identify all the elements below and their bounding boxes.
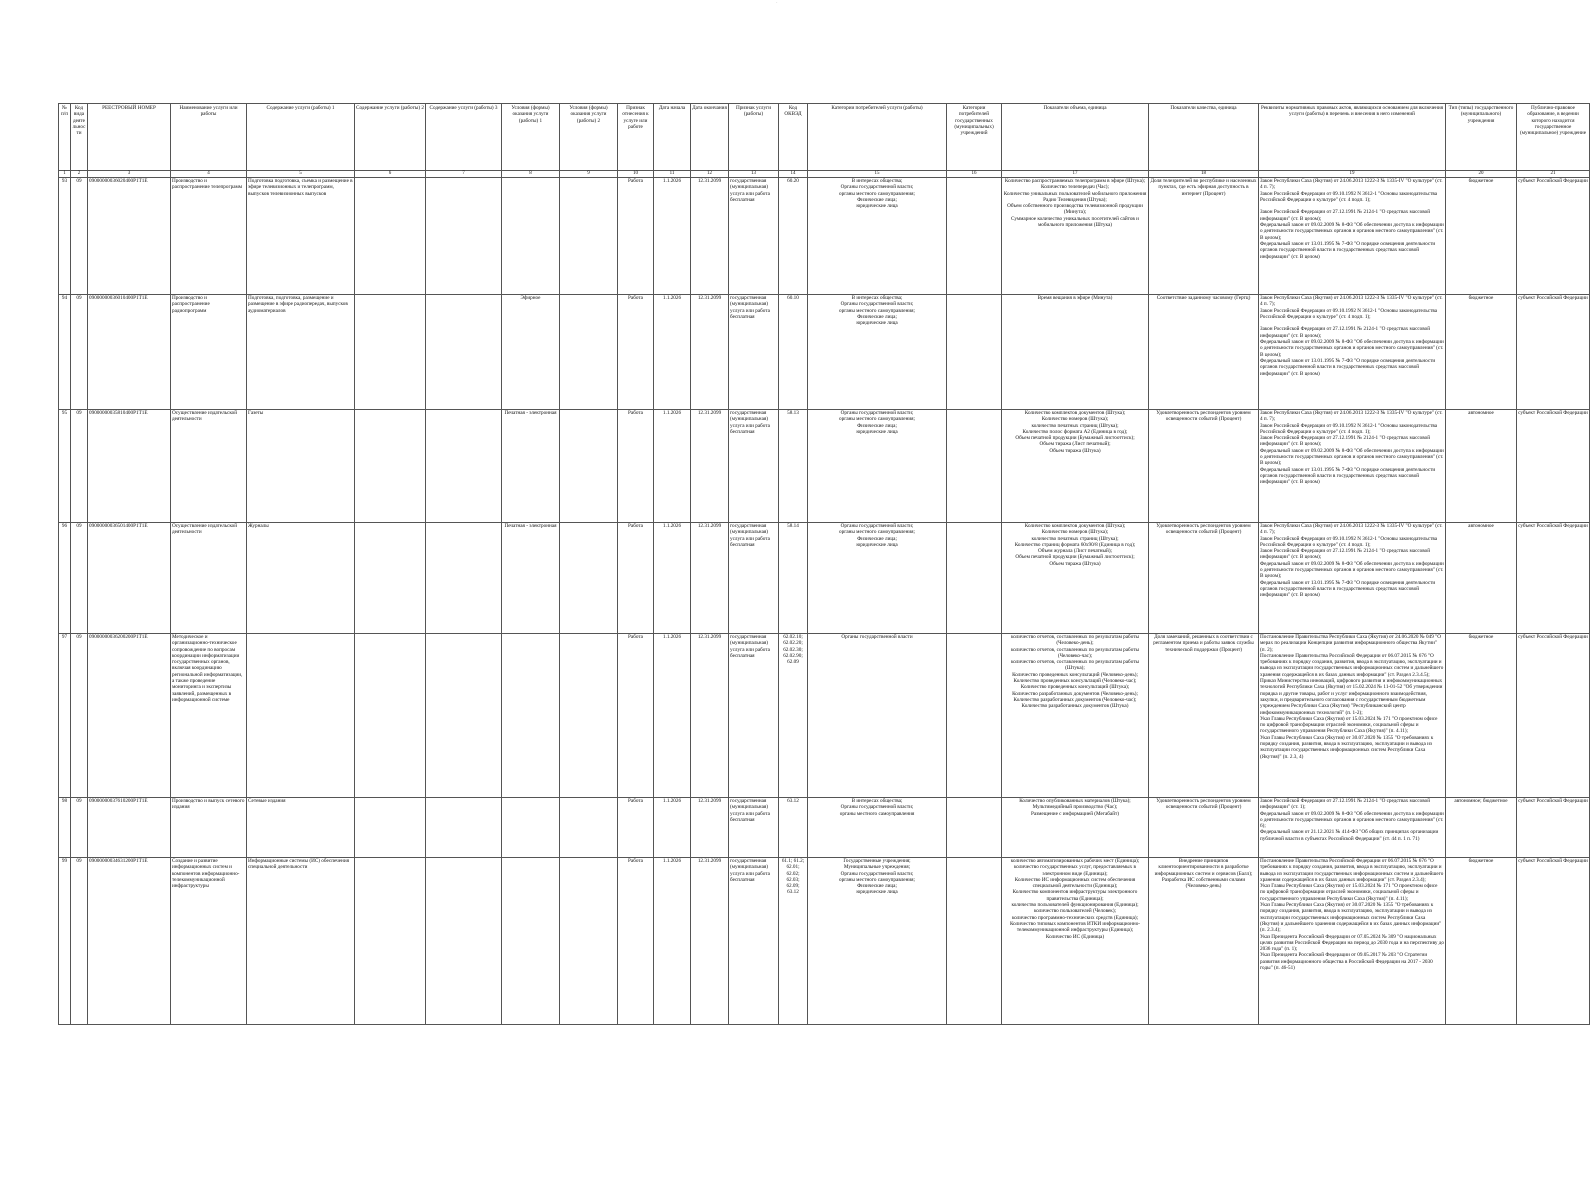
column-number: 11 bbox=[654, 171, 691, 178]
consumer-categories-cell: В интересах общества; Органы государственной власти; органы местного самоуправления; Физические лица; юридические лица bbox=[808, 178, 947, 295]
date-start-cell: 1.1.2026 bbox=[654, 634, 691, 798]
institution-consumer-categories-cell bbox=[947, 798, 1002, 858]
volume-indicators-cell: Время вещания в эфире (Минута) bbox=[1002, 295, 1149, 410]
service-name-cell: Осуществление издательской деятельности bbox=[171, 523, 247, 634]
consumer-categories-cell: Государственные учреждения; Муниципальные учреждения; Органы государственной власти; органы местного самоуправления; Физические лица; юридические лица bbox=[808, 858, 947, 1025]
column-header: Код вида деятельности bbox=[71, 104, 88, 171]
activity-code-cell: 09 bbox=[71, 295, 88, 410]
date-end-cell: 12.31.2099 bbox=[691, 634, 729, 798]
institution-consumer-categories-cell bbox=[947, 523, 1002, 634]
quality-indicators-cell: Соответствие заданному часовому (Гертц) bbox=[1149, 295, 1259, 410]
row-number-cell: 97 bbox=[59, 634, 71, 798]
service-type-cell: государственная (муниципальная) услуга или работа бесплатная bbox=[729, 798, 779, 858]
consumer-categories-cell: Органы государственной власти; органы местного самоуправления; Физические лица; юридические лица bbox=[808, 410, 947, 523]
institution-type-cell: автономное bbox=[1446, 410, 1517, 523]
condition-2-cell bbox=[560, 858, 618, 1025]
table-row bbox=[59, 178, 1590, 295]
content-2-cell bbox=[355, 798, 426, 858]
content-3-cell bbox=[426, 858, 502, 1025]
okved-code-cell: 58.13 bbox=[779, 410, 808, 523]
volume-indicators-cell: Количество комплектов документов (Штука); Количество номеров (Штука); количество печатных страниц (Штука); Количество полос формата А2 (Единица в год); Объем печатной продукции (Бумажный листооттиск); Объем тиража (Лист печатный); Объем тиража (Штука) bbox=[1002, 410, 1149, 523]
column-header: Содержание услуги (работы) 3 bbox=[426, 104, 502, 171]
column-header: Реквизиты нормативных правовых актов, являющихся основанием для включения услуги (работы) в перечень и внесения в него изменений bbox=[1259, 104, 1446, 171]
column-number: 15 bbox=[808, 171, 947, 178]
service-name-cell: Производство и выпуск сетевого издания bbox=[171, 798, 247, 858]
page-mark: · bbox=[776, 1, 778, 6]
column-number-row bbox=[59, 171, 1590, 178]
column-number: 21 bbox=[1517, 171, 1590, 178]
column-number: 10 bbox=[618, 171, 654, 178]
date-end-cell: 12.31.2099 bbox=[691, 295, 729, 410]
column-number: 18 bbox=[1149, 171, 1259, 178]
quality-indicators-cell: Удовлетворенность респондентов уровнем освещенности событий (Процент) bbox=[1149, 523, 1259, 634]
consumer-categories-cell: В интересах общества; Органы государственной власти; органы местного самоуправления; Физические лица; юридические лица bbox=[808, 295, 947, 410]
column-number: 12 bbox=[691, 171, 729, 178]
row-number-cell: 95 bbox=[59, 410, 71, 523]
service-or-work-sign-cell: Работа bbox=[618, 858, 654, 1025]
registry-number-cell: 09000000037610200P1T1E bbox=[88, 798, 171, 858]
column-header: Категории потребителей услуги (работы) bbox=[808, 104, 947, 171]
condition-1-cell bbox=[502, 634, 560, 798]
column-header: Условия (формы) оказания услуги (работы) 2 bbox=[560, 104, 618, 171]
volume-indicators-cell: количество отчетов, составленных по результатам работы (Человеко-день); количество отчетов, составленных по результатам работы (Человеко-час); количество отчетов, составленных по результатам работы (Штука); Количество проведенных консультаций (Человеко-день); Количество проведенных консультаций (Человеко-час); Количество проведенных консультаций (Штука); Количество разработанных документов (Человеко-день); Количество разработанных документов (Человеко-час); Количество разработанных документов (Штука) bbox=[1002, 634, 1149, 798]
column-number: 2 bbox=[71, 171, 88, 178]
registry-number-cell: 09000000036501400P1T1E bbox=[88, 523, 171, 634]
row-number-cell: 93 bbox=[59, 178, 71, 295]
content-2-cell bbox=[355, 410, 426, 523]
content-1-cell: Подготовка, подготовка, размещение и размещение в эфире радиопередач, выпусков аудиоматериалов bbox=[247, 295, 355, 410]
content-3-cell bbox=[426, 798, 502, 858]
column-header: Условия (формы) оказания услуги (работы) 1 bbox=[502, 104, 560, 171]
row-number-cell: 98 bbox=[59, 798, 71, 858]
content-3-cell bbox=[426, 178, 502, 295]
quality-indicators-cell: Внедрение принципов клиентоориентированности в разработке информационных систем и сервисов (Балл); Разработка ИС собственными силами (Человеко-день) bbox=[1149, 858, 1259, 1025]
okved-code-cell: 62.02.10; 62.02.20; 62.02.30; 62.02.90; 62.09 bbox=[779, 634, 808, 798]
condition-1-cell: Эфирное bbox=[502, 295, 560, 410]
column-header: Содержание услуги (работы) 2 bbox=[355, 104, 426, 171]
column-number: 19 bbox=[1259, 171, 1446, 178]
column-header: Публично-правовое образование, в ведении которого находится государственное (муниципальное) учреждение bbox=[1517, 104, 1590, 171]
institution-type-cell: бюджетное bbox=[1446, 295, 1517, 410]
column-header: Признак отнесения к услуге или работе bbox=[618, 104, 654, 171]
legal-acts-cell: Закон Республики Саха (Якутия) от 24.06.2013 1222-З № 1335-IV "О культуре" (ст. 4 п. 7); Закон Российской Федерации от 09.10.1992 N 3612-1 "Основы законодательства Российской Федерации о культуре" (ст. 4 подп. 1); Закон Российской Федерации от 27.12.1991 № 2124-1 "О средствах массовой информации" (ст. В целом); Федеральный закон от 09.02.2009 № 8-ФЗ "Об обеспечении доступа к информации о деятельности государственных органов и органов местного самоуправления" (ст. В целом); Федеральный закон от 13.01.1995 № 7-ФЗ "О порядке освещения деятельности органов государственной власти в государственных средствах массовой информации" (ст. В целом) bbox=[1259, 523, 1446, 634]
institution-type-cell: автономное bbox=[1446, 523, 1517, 634]
content-2-cell bbox=[355, 858, 426, 1025]
consumer-categories-cell: Органы государственной власти bbox=[808, 634, 947, 798]
table-row bbox=[59, 798, 1590, 858]
condition-2-cell bbox=[560, 798, 618, 858]
table-row bbox=[59, 295, 1590, 410]
institution-consumer-categories-cell bbox=[947, 858, 1002, 1025]
date-start-cell: 1.1.2026 bbox=[654, 295, 691, 410]
registry-number-cell: 09000000036020400P1T1E bbox=[88, 178, 171, 295]
service-type-cell: государственная (муниципальная) услуга или работа бесплатная bbox=[729, 178, 779, 295]
condition-1-cell bbox=[502, 798, 560, 858]
service-type-cell: государственная (муниципальная) услуга или работа бесплатная bbox=[729, 634, 779, 798]
table-row bbox=[59, 410, 1590, 523]
service-or-work-sign-cell: Работа bbox=[618, 798, 654, 858]
condition-2-cell bbox=[560, 523, 618, 634]
service-name-cell: Производство и распространение радиопрограмм bbox=[171, 295, 247, 410]
public-entity-cell: субъект Российской Федерации bbox=[1517, 295, 1590, 410]
quality-indicators-cell: Доля замечаний, решенных в соответствии с регламентом приема и работы заявок службы технической поддержки (Процент) bbox=[1149, 634, 1259, 798]
volume-indicators-cell: количество автоматизированных рабочих мест (Единица); количество государственных услуг, предоставляемых в электронном виде (Единица); Количество ИС информационных систем обеспечения специальной деятельности (Единица); Количество компонентов инфраструктуры электронного правительства (Единица); количество пользователей функционирования (Единица); количество пользователей (Человек); количество программно-технических средств (Единица); Количество типовых компонентов ИТКИ информационно-телекоммуникационной инфраструктуры (Единица); Количество ИС (Единица) bbox=[1002, 858, 1149, 1025]
quality-indicators-cell: Удовлетворенность респондентов уровнем освещенности событий (Процент) bbox=[1149, 798, 1259, 858]
condition-2-cell bbox=[560, 295, 618, 410]
activity-code-cell: 09 bbox=[71, 410, 88, 523]
row-number-cell: 99 bbox=[59, 858, 71, 1025]
registry-number-cell: 09000000036010400P1T1E bbox=[88, 295, 171, 410]
institution-consumer-categories-cell bbox=[947, 295, 1002, 410]
column-header: Дата окончания bbox=[691, 104, 729, 171]
public-entity-cell: субъект Российской Федерации bbox=[1517, 523, 1590, 634]
date-start-cell: 1.1.2026 bbox=[654, 858, 691, 1025]
institution-consumer-categories-cell bbox=[947, 178, 1002, 295]
column-header: Категории потребителей государственных (муниципальных) учреждений bbox=[947, 104, 1002, 171]
content-3-cell bbox=[426, 634, 502, 798]
service-or-work-sign-cell: Работа bbox=[618, 295, 654, 410]
okved-code-cell: 60.10 bbox=[779, 295, 808, 410]
public-entity-cell: субъект Российской Федерации bbox=[1517, 858, 1590, 1025]
table-row bbox=[59, 634, 1590, 798]
content-2-cell bbox=[355, 178, 426, 295]
column-number: 7 bbox=[426, 171, 502, 178]
row-number-cell: 94 bbox=[59, 295, 71, 410]
column-number: 13 bbox=[729, 171, 779, 178]
service-name-cell: Создание и развитие информационных систем и компонентов информационно-телекоммуникационной инфраструктуры bbox=[171, 858, 247, 1025]
public-entity-cell: субъект Российской Федерации bbox=[1517, 634, 1590, 798]
content-1-cell: Журналы bbox=[247, 523, 355, 634]
column-number: 17 bbox=[1002, 171, 1149, 178]
column-number: 6 bbox=[355, 171, 426, 178]
service-type-cell: государственная (муниципальная) услуга или работа бесплатная bbox=[729, 858, 779, 1025]
content-1-cell: Информационные системы (ИС) обеспечения специальной деятельности bbox=[247, 858, 355, 1025]
volume-indicators-cell: Количество опубликованных материалов (Штука); Мультимедийный производство (Час); Размещение с информацией (Мегабайт) bbox=[1002, 798, 1149, 858]
consumer-categories-cell: Органы государственной власти; органы местного самоуправления; Физические лица; юридические лица bbox=[808, 523, 947, 634]
service-or-work-sign-cell: Работа bbox=[618, 634, 654, 798]
quality-indicators-cell: Доля телезрителей во республике и населенных пунктах, где есть эфирная доступность в интернет (Процент) bbox=[1149, 178, 1259, 295]
quality-indicators-cell: Удовлетворенность респондентов уровнем освещенности событий (Процент) bbox=[1149, 410, 1259, 523]
column-header: Код ОКВЭД bbox=[779, 104, 808, 171]
content-1-cell: Сетевые издания bbox=[247, 798, 355, 858]
service-type-cell: государственная (муниципальная) услуга или работа бесплатная bbox=[729, 410, 779, 523]
date-end-cell: 12.31.2099 bbox=[691, 523, 729, 634]
activity-code-cell: 09 bbox=[71, 858, 88, 1025]
legal-acts-cell: Постановление Правительства Республики Саха (Якутия) от 24.06.2020 № 049 "О мерах по реализации Концепции развития информационного общества Якутии" (п. 2); Постановление Правительства Российской Федерации от 06.07.2015 № 676 "О требованиях к порядку создания, развития, ввода в эксплуатацию, эксплуатации и вывода из эксплуатации государственных информационных систем и дальнейшего хранения содержащейся в их базах данных информации" (ст. Раздел 2.3.4.5); Приказ Министерства инноваций, цифрового развития и инфокоммуникационных технологий Республики Саха (Якутия) от 15.02.2024 № 11-01-52 "Об утверждении порядка и другие товары, работ и услуг информационного взаимодействия, закупки, и предварительного согласования с государственным бюджетным учреждением Республики Саха (Якутия) "Республиканский центр инфокоммуникационных технологий" (п. 1-2); Указ Главы Республики Саха (Якутия) от 15.03.2024 № 171 "О проектном офисе по цифровой трансформации отраслей экономики, социальной сферы и государственного управления Республики Саха (Якутия)" (п. 4.11); Указ Главы Республики Саха (Якутия) от 30.07.2020 № 1355 "О требованиях к порядку создания, развития, ввода в эксплуатацию, эксплуатации и вывода из эксплуатации государственных информационных систем Республики Саха (Якутия)" (п. 2.3, 4) bbox=[1259, 634, 1446, 798]
service-or-work-sign-cell: Работа bbox=[618, 523, 654, 634]
institution-consumer-categories-cell bbox=[947, 634, 1002, 798]
column-header: Признак услуги (работы) bbox=[729, 104, 779, 171]
date-start-cell: 1.1.2026 bbox=[654, 798, 691, 858]
date-start-cell: 1.1.2026 bbox=[654, 523, 691, 634]
column-number: 20 bbox=[1446, 171, 1517, 178]
activity-code-cell: 09 bbox=[71, 178, 88, 295]
condition-2-cell bbox=[560, 178, 618, 295]
public-entity-cell: субъект Российской Федерации bbox=[1517, 798, 1590, 858]
column-number: 16 bbox=[947, 171, 1002, 178]
table-row bbox=[59, 858, 1590, 1025]
registry-number-cell: 09000000034631200P1T1E bbox=[88, 858, 171, 1025]
registry-number-cell: 09000000036200200P1T1E bbox=[88, 634, 171, 798]
public-entity-cell: субъект Российской Федерации bbox=[1517, 178, 1590, 295]
column-number: 4 bbox=[171, 171, 247, 178]
column-header: Содержание услуги (работы) 1 bbox=[247, 104, 355, 171]
column-number: 14 bbox=[779, 171, 808, 178]
date-end-cell: 12.31.2099 bbox=[691, 410, 729, 523]
column-number: 9 bbox=[560, 171, 618, 178]
activity-code-cell: 09 bbox=[71, 523, 88, 634]
date-end-cell: 12.31.2099 bbox=[691, 858, 729, 1025]
header-row bbox=[59, 104, 1590, 171]
institution-type-cell: автономное; бюджетное bbox=[1446, 798, 1517, 858]
column-number: 1 bbox=[59, 171, 71, 178]
column-header: РЕЕСТРОВЫЙ НОМЕР bbox=[88, 104, 171, 171]
content-1-cell: Газеты bbox=[247, 410, 355, 523]
public-entity-cell: субъект Российской Федерации bbox=[1517, 410, 1590, 523]
okved-code-cell: 60.20 bbox=[779, 178, 808, 295]
legal-acts-cell: Закон Республики Саха (Якутия) от 24.06.2013 1222-З № 1335-IV "О культуре" (ст. 4 п. 7); Закон Российской Федерации от 09.10.1992 N 3612-1 "Основы законодательства Российской Федерации о культуре" (ст. 4 подп. 1); Закон Российской Федерации от 27.12.1991 № 2124-1 "О средствах массовой информации" (ст. В целом); Федеральный закон от 09.02.2009 № 8-ФЗ "Об обеспечении доступа к информации о деятельности государственных органов и органов местного самоуправления" (ст. В целом); Федеральный закон от 13.01.1995 № 7-ФЗ "О порядке освещения деятельности органов государственной власти в государственных средствах массовой информации" (ст. В целом) bbox=[1259, 410, 1446, 523]
date-start-cell: 1.1.2026 bbox=[654, 178, 691, 295]
content-1-cell: Подготовка подготовка, съемка и размещение в эфире телевизионных и телепрограмм, выпусков телевизионных выпусков bbox=[247, 178, 355, 295]
date-end-cell: 12.31.2099 bbox=[691, 798, 729, 858]
services-register-table bbox=[58, 103, 1590, 1025]
service-name-cell: Производство и распространение телепрограмм bbox=[171, 178, 247, 295]
okved-code-cell: 63.12 bbox=[779, 798, 808, 858]
service-type-cell: государственная (муниципальная) услуга или работа бесплатная bbox=[729, 523, 779, 634]
condition-1-cell bbox=[502, 858, 560, 1025]
service-name-cell: Методическое и организационно-техническое сопровождение по вопросам координации информатизации государственных органов, включая координацию региональной информатизации, а также проведение мониторинга и экспертизы заявлений, размещенных в информационной системе bbox=[171, 634, 247, 798]
legal-acts-cell: Закон Республики Саха (Якутия) от 24.06.2013 1222-З № 1335-IV "О культуре" (ст. 4 п. 7); Закон Российской Федерации от 09.10.1992 N 3612-1 "Основы законодательства Российской Федерации о культуре" (ст. 4 подп. 1); Закон Российской Федерации от 27.12.1991 № 2124-1 "О средствах массовой информации" (ст. В целом); Федеральный закон от 09.02.2009 № 8-ФЗ "Об обеспечении доступа к информации о деятельности государственных органов и органов местного самоуправления" (ст. В целом); Федеральный закон от 13.01.1995 № 7-ФЗ "О порядке освещения деятельности органов государственной власти в государственных средствах массовой информации" (ст. В целом) bbox=[1259, 295, 1446, 410]
table-row bbox=[59, 523, 1590, 634]
okved-code-cell: 58.14 bbox=[779, 523, 808, 634]
volume-indicators-cell: Количество распространяемых телепрограмм в эфире (Штука); Количество телепередач (Час); Количество уникальных пользователей мобильного приложения Радио Телевидения (Штука); Объем собственного производства телевизионной продукции (Минута); Суммарное количество уникальных посетителей сайтов и мобильного приложения (Штука) bbox=[1002, 178, 1149, 295]
condition-2-cell bbox=[560, 410, 618, 523]
service-name-cell: Осуществление издательской деятельности bbox=[171, 410, 247, 523]
activity-code-cell: 09 bbox=[71, 798, 88, 858]
okved-code-cell: 61.1; 61.2; 62.01; 62.02; 62.03; 62.09; 63.12 bbox=[779, 858, 808, 1025]
condition-1-cell: Печатная - электронная bbox=[502, 523, 560, 634]
content-3-cell bbox=[426, 523, 502, 634]
column-header: Тип (типы) государственного (муниципального) учреждения bbox=[1446, 104, 1517, 171]
condition-2-cell bbox=[560, 634, 618, 798]
content-2-cell bbox=[355, 634, 426, 798]
column-number: 3 bbox=[88, 171, 171, 178]
institution-type-cell: бюджетное bbox=[1446, 178, 1517, 295]
legal-acts-cell: Закон Российской Федерации от 27.12.1991 № 2124-1 "О средствах массовой информации" (ст. 1); Федеральный закон от 09.02.2009 № 8-ФЗ "Об обеспечении доступа к информации о деятельности государственных органов и органов местного самоуправления" (ст. 6); Федеральный закон от 21.12.2021 № 414-ФЗ "Об общих принципах организации публичной власти в субъектах Российской Федерации" (ст. 44 п. 1 п. 71) bbox=[1259, 798, 1446, 858]
service-or-work-sign-cell: Работа bbox=[618, 178, 654, 295]
column-header: Показатели объема, единица bbox=[1002, 104, 1149, 171]
column-header: Показатели качества, единица bbox=[1149, 104, 1259, 171]
institution-consumer-categories-cell bbox=[947, 410, 1002, 523]
legal-acts-cell: Постановление Правительства Российской Федерации от 06.07.2015 № 676 "О требованиях к порядку создания, развития, ввода в эксплуатацию, эксплуатации и вывода из эксплуатации государственных информационных систем и дальнейшего хранения содержащейся в их базах данных информации" (ст. Раздел 2.3.4); Указ Главы Республики Саха (Якутия) от 15.03.2024 № 171 "О проектном офисе по цифровой трансформации отраслей экономики, социальной сферы и государственного управления Республики Саха (Якутия)" (п. 4.11); Указ Главы Республики Саха (Якутия) от 30.07.2020 № 1355 "О требованиях к порядку создания, развития, ввода в эксплуатацию, эксплуатации и вывода из эксплуатации государственных информационных систем Республики Саха (Якутия) и дальнейшего хранения содержащейся в их базах данных информации" (п. 2.3.4); Указ Президента Российской Федерации от 07.05.2024 № 309 "О национальных целях развития Российской Федерации на период до 2030 года и на перспективу до 2036 года" (п. 1); Указ Президента Российской Федерации от 09.05.2017 № 203 "О Стратегии развития информационного общества в Российской Федерации на 2017 - 2030 годы" (п. 46-51) bbox=[1259, 858, 1446, 1025]
column-number: 5 bbox=[247, 171, 355, 178]
registry-number-cell: 09000000035810400P1T1E bbox=[88, 410, 171, 523]
legal-acts-cell: Закон Республики Саха (Якутия) от 24.06.2013 1222-З № 1335-IV "О культуре" (ст. 4 п. 7); Закон Российской Федерации от 09.10.1992 N 3612-1 "Основы законодательства Российской Федерации о культуре" (ст. 4 подп. 1); Закон Российской Федерации от 27.12.1991 № 2124-1 "О средствах массовой информации" (ст. В целом); Федеральный закон от 09.02.2009 № 8-ФЗ "Об обеспечении доступа к информации о деятельности государственных органов и органов местного самоуправления" (ст. В целом); Федеральный закон от 13.01.1995 № 7-ФЗ "О порядке освещения деятельности органов государственной власти в государственных средствах массовой информации" (ст. В целом) bbox=[1259, 178, 1446, 295]
date-end-cell: 12.31.2099 bbox=[691, 178, 729, 295]
content-3-cell bbox=[426, 295, 502, 410]
content-3-cell bbox=[426, 410, 502, 523]
activity-code-cell: 09 bbox=[71, 634, 88, 798]
service-type-cell: государственная (муниципальная) услуга или работа бесплатная bbox=[729, 295, 779, 410]
content-2-cell bbox=[355, 295, 426, 410]
condition-1-cell: Печатная - электронная bbox=[502, 410, 560, 523]
column-header: Дата начала bbox=[654, 104, 691, 171]
date-start-cell: 1.1.2026 bbox=[654, 410, 691, 523]
content-1-cell bbox=[247, 634, 355, 798]
volume-indicators-cell: Количество комплектов документов (Штука); Количество номеров (Штука); количество печатных страниц (Штука); Количество страниц формата 60x90/8 (Единица в год); Объем журнала (Лист печатный); Объем печатной продукции (Бумажный листооттиск); Объем тиража (Штука) bbox=[1002, 523, 1149, 634]
institution-type-cell: бюджетное bbox=[1446, 858, 1517, 1025]
institution-type-cell: бюджетное bbox=[1446, 634, 1517, 798]
condition-1-cell bbox=[502, 178, 560, 295]
row-number-cell: 96 bbox=[59, 523, 71, 634]
service-or-work-sign-cell: Работа bbox=[618, 410, 654, 523]
column-header: Наименование услуги или работы bbox=[171, 104, 247, 171]
content-2-cell bbox=[355, 523, 426, 634]
column-number: 8 bbox=[502, 171, 560, 178]
column-header: № п/п bbox=[59, 104, 71, 171]
consumer-categories-cell: В интересах общества; Органы государственной власти; органы местного самоуправления bbox=[808, 798, 947, 858]
